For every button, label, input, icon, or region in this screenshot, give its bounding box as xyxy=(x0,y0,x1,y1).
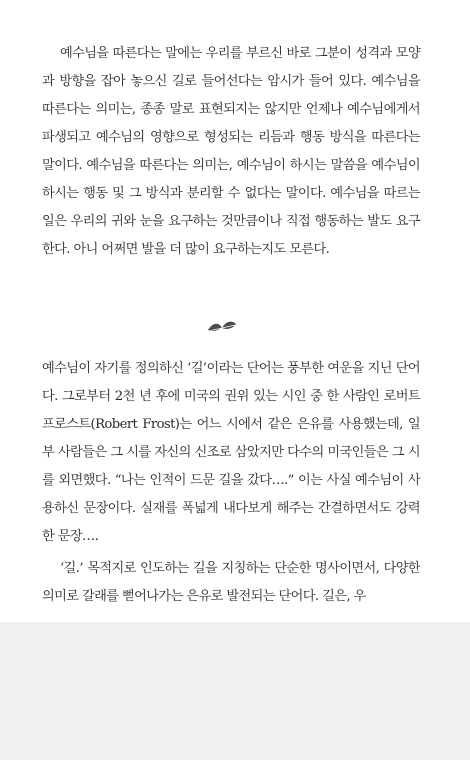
blank-area xyxy=(0,622,470,760)
leaf-ornament-icon xyxy=(205,318,239,336)
paragraph-3: ‘길.’ 목적지로 인도하는 길을 지칭하는 단순한 명사이면서, 다양한 의미로 갈래를 뻗어나가는 은유로 발전되는 단어다. 길은, 우 xyxy=(42,561,420,604)
paragraph-1: 예수님을 따른다는 말에는 우리를 부르신 바로 그분이 성격과 모양과 방향을 잡아 놓으신 길로 들어선다는 암시가 들어 있다. 예수님을 따른다는 의미는, 종종 말로 표현되지는 않지만 언제나 예수님에게서 파생되고 예수님의 영향으로 형성되는 리듬과 행동 방식을 따른다는 말이다. 예수님을 따른다는 의미는, 예수님이 하시는 말씀을 예수님이 하시는 행동 및 그 방식과 분리할 수 없다는 말이다. 예수님을 따르는 일은 우리의 귀와 눈을 요구하는 것만큼이나 직접 행동하는 발도 요구한다. 아니 어쩌면 발을 더 많이 요구하는지도 모른다. xyxy=(42,46,420,257)
paragraph-2: 예수님이 자기를 정의하신 ‘길’이라는 단어는 풍부한 여운을 지닌 단어다. 그로부터 2천 년 후에 미국의 권위 있는 시인 중 한 사람인 로버트 프로스트(Robert Frost)는 어느 시에서 같은 은유를 사용했는데, 일부 사람들은 그 시를 자신의 신조로 삼았지만 다수의 미국인들은 그 시를 외면했다. “나는 인적이 드문 길을 갔다….” 이는 사실 예수님이 사용하신 문장이다. 실재를 폭넓게 내다보게 해주는 간결하면서도 강력한 문장…. xyxy=(42,361,420,544)
